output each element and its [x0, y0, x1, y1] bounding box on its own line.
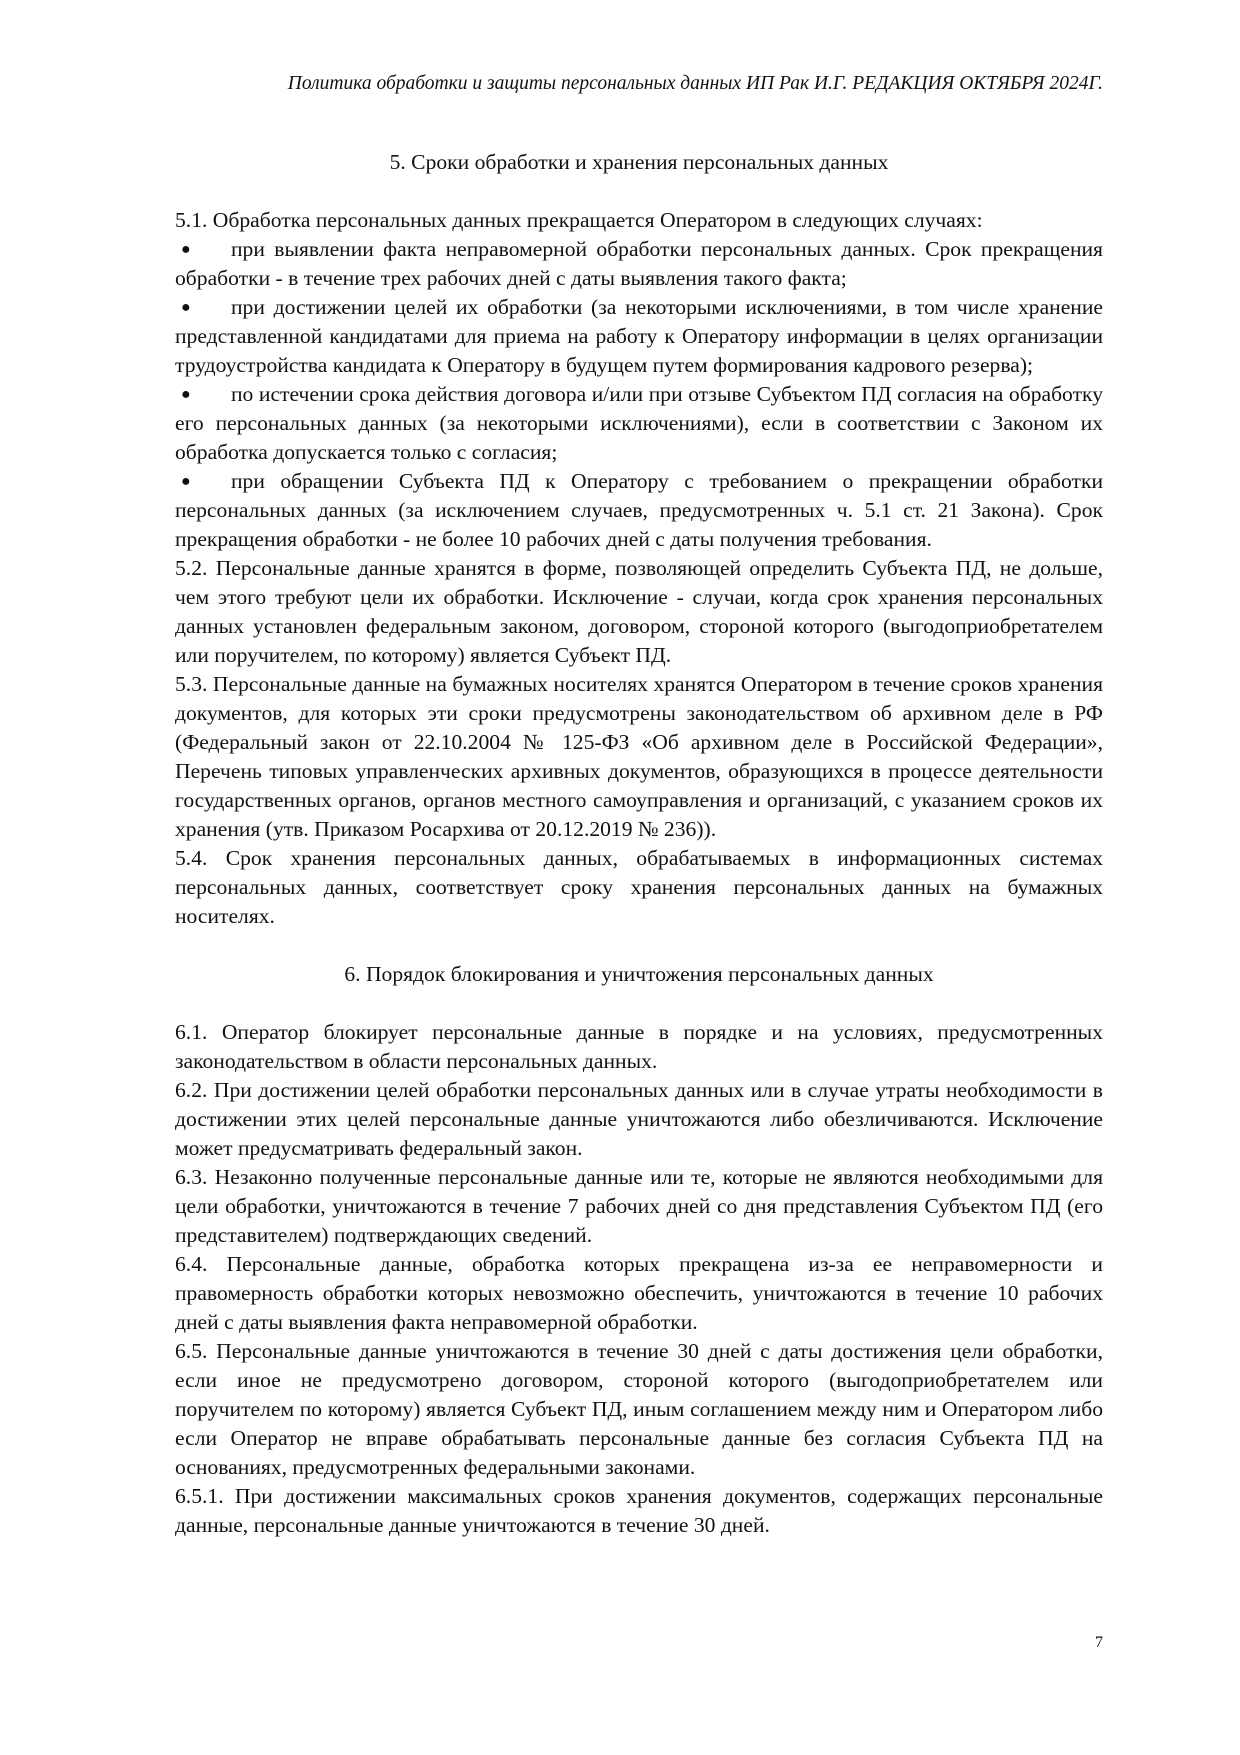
paragraph-5-2: 5.2. Персональные данные хранятся в форме, позволяющей определить Субъекта ПД, не дольше, чем этого требуют цели их обработки. Исключение - случаи, когда срок хранения персональных данных установлен федеральным законом, договором, стороной которого (выгодоприобретателем или поручителем, по которому) является Субъект ПД.	[175, 556, 1103, 667]
section-6-heading: 6. Порядок блокирования и уничтожения персональных данных	[344, 962, 934, 986]
bullet-icon: ●	[181, 241, 191, 258]
bullet-icon: ●	[181, 386, 191, 403]
bullet-text: при достижении целей их обработки (за некоторыми исключениями, в том числе хранение представленной кандидатами для приема на работу к Оператору информации в целях организации трудоустройства кандидата к Оператору в будущем путем формирования кадрового резерва);	[175, 295, 1103, 377]
paragraph-6-5: 6.5. Персональные данные уничтожаются в течение 30 дней с даты достижения цели обработки, если иное не предусмотрено договором, стороной которого (выгодоприобретателем или поручителем по которому) является Субъект ПД, иным соглашением между ним и Оператором либо если Оператор не вправе обрабатывать персональные данные без согласия Субъекта ПД на основаниях, предусмотренных федеральными законами.	[175, 1339, 1103, 1479]
bullet-item	[175, 235, 1103, 293]
paragraph-5-4: 5.4. Срок хранения персональных данных, обрабатываемых в информационных системах персональных данных, соответствует сроку хранения персональных данных на бумажных носителях.	[175, 846, 1103, 928]
bullet-text: при обращении Субъекта ПД к Оператору с требованием о прекращении обработки персональных данных (за исключением случаев, предусмотренных ч. 5.1 ст. 21 Закона). Срок прекращения обработки - не более 10 рабочих дней с даты получения требования.	[175, 469, 1103, 551]
bullet-item	[175, 293, 1103, 380]
paragraph-6-3: 6.3. Незаконно полученные персональные данные или те, которые не являются необходимыми для цели обработки, уничтожаются в течение 7 рабочих дней со дня представления Субъектом ПД (его представителем) подтверждающих сведений.	[175, 1165, 1103, 1247]
section-5-heading: 5. Сроки обработки и хранения персональных данных	[389, 150, 889, 174]
bullet-item	[175, 380, 1103, 467]
bullet-icon: ●	[181, 299, 191, 316]
bullet-text: при выявлении факта неправомерной обработки персональных данных. Срок прекращения обработки - в течение трех рабочих дней с даты выявления такого факта;	[175, 237, 1103, 290]
paragraph-6-5-1: 6.5.1. При достижении максимальных сроков хранения документов, содержащих персональные данные, персональные данные уничтожаются в течение 30 дней.	[175, 1484, 1103, 1537]
paragraph-5-3: 5.3. Персональные данные на бумажных носителях хранятся Оператором в течение сроков хранения документов, для которых эти сроки предусмотрены законодательством об архивном деле в РФ (Федеральный закон от 22.10.2004 № 125-ФЗ «Об архивном деле в Российской Федерации», Перечень типовых управленческих архивных документов, образующихся в процессе деятельности государственных органов, органов местного самоуправления и организаций, с указанием сроков их хранения (утв. Приказом Росархива от 20.12.2019 № 236)).	[175, 672, 1103, 841]
bullet-icon: ●	[181, 473, 191, 490]
paragraph-6-2: 6.2. При достижении целей обработки персональных данных или в случае утраты необходимости в достижении этих целей персональные данные уничтожаются либо обезличиваются. Исключение может предусматривать федеральный закон.	[175, 1078, 1103, 1160]
paragraph-5-1: 5.1. Обработка персональных данных прекращается Оператором в следующих случаях:	[175, 208, 983, 232]
paragraph-6-4: 6.4. Персональные данные, обработка которых прекращена из-за ее неправомерности и правомерность обработки которых невозможно обеспечить, уничтожаются в течение 10 рабочих дней с даты выявления факта неправомерной обработки.	[175, 1252, 1103, 1334]
paragraph-6-1: 6.1. Оператор блокирует персональные данные в порядке и на условиях, предусмотренных законодательством в области персональных данных.	[175, 1020, 1103, 1073]
bullet-item	[175, 467, 1103, 554]
page-number: 7	[1095, 1634, 1103, 1651]
bullet-text: по истечении срока действия договора и/или при отзыве Субъектом ПД согласия на обработку его персональных данных (за некоторыми исключениями), если в соответствии с Законом их обработка допускается только с согласия;	[175, 382, 1103, 464]
document-body	[175, 148, 1103, 1540]
page-header: Политика обработки и защиты персональных данных ИП Рак И.Г. РЕДАКЦИЯ ОКТЯБРЯ 2024Г.	[287, 73, 1103, 94]
